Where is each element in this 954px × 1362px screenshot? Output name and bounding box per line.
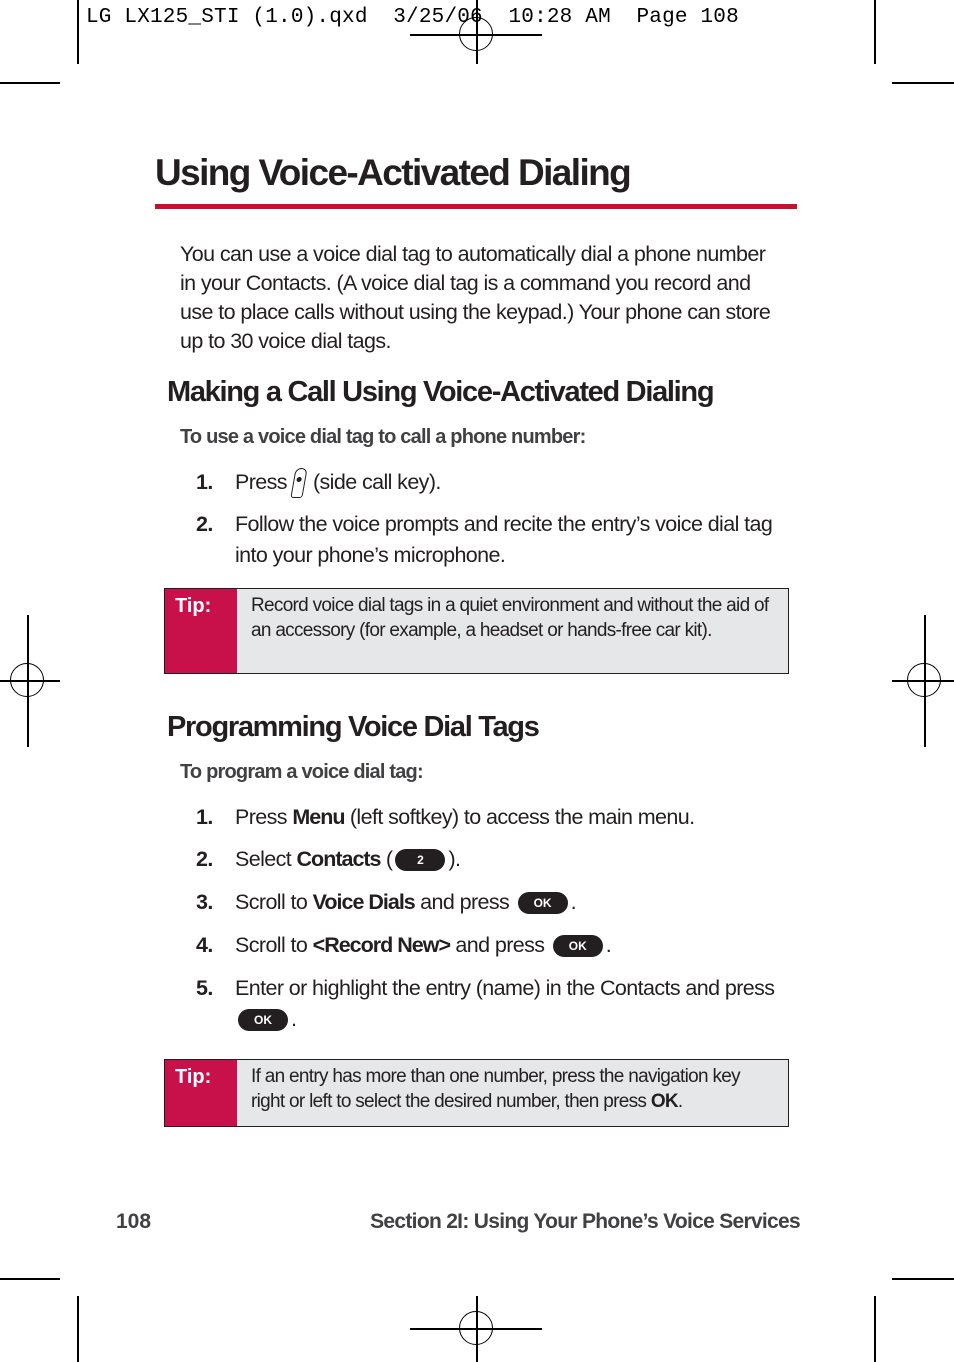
crop-mark	[874, 0, 876, 64]
step-text: Enter or highlight the entry (name) in the Contacts and press OK .	[235, 976, 775, 1031]
ok-key-icon: OK	[518, 892, 568, 914]
registration-target-icon	[907, 663, 941, 697]
menu-keyword: Menu	[292, 805, 345, 829]
tip-box	[164, 588, 789, 674]
registration-target-icon	[459, 1311, 493, 1345]
ok-keyword: OK	[650, 1091, 678, 1112]
step-number: 5.	[196, 976, 213, 1000]
step-number: 3.	[196, 890, 213, 914]
side-call-key-icon	[290, 468, 307, 498]
tip-label: Tip:	[165, 1060, 237, 1126]
intro-paragraph: You can use a voice dial tag to automatically dial a phone number in your Contacts. (A voice dial tag is a command you record and use to place calls without using the keypad.) Your phone can store up to 30 voice dial tags.	[180, 242, 771, 353]
step-text: Scroll to <Record New> and press OK .	[235, 933, 612, 957]
step-number: 2.	[196, 512, 213, 536]
step-text: Select Contacts ( 2 ).	[235, 847, 461, 871]
crop-mark	[892, 82, 954, 84]
contacts-keyword: Contacts	[296, 847, 381, 871]
crop-mark	[0, 82, 60, 84]
voice-dials-keyword: Voice Dials	[312, 890, 415, 914]
ok-key-icon: OK	[238, 1009, 288, 1031]
tip-text: Record voice dial tags in a quiet environment and without the aid of an accessory (for example, a headset or hands-free car kit).	[251, 595, 769, 641]
registration-target-icon	[10, 663, 44, 697]
section-footer: Section 2I: Using Your Phone’s Voice Services	[370, 1210, 800, 1233]
step-number: 4.	[196, 933, 213, 957]
step-text: Scroll to Voice Dials and press OK .	[235, 890, 576, 914]
step-number: 1.	[196, 805, 213, 829]
tip-box	[164, 1059, 789, 1127]
section-lead-programming: To program a voice dial tag:	[180, 761, 423, 783]
title-rule	[155, 204, 797, 209]
step-number: 1.	[196, 470, 213, 494]
ok-key-icon: OK	[553, 935, 603, 957]
record-new-keyword: <Record New>	[312, 933, 451, 957]
crop-mark	[77, 0, 79, 64]
crop-mark	[892, 1278, 954, 1280]
section-heading-programming: Programming Voice Dial Tags	[167, 711, 539, 743]
print-slug: LG LX125_STI (1.0).qxd 3/25/06 10:28 AM Page 108	[86, 6, 739, 29]
section-lead-making-call: To use a voice dial tag to call a phone number:	[180, 426, 586, 448]
page-title: Using Voice-Activated Dialing	[155, 152, 631, 193]
page-number: 108	[116, 1210, 152, 1233]
step-text: Follow the voice prompts and recite the entry’s voice dial tag into your phone’s microphone.	[235, 512, 773, 567]
section-heading-making-call: Making a Call Using Voice-Activated Dialing	[167, 376, 714, 408]
step-text: Press (side call key).	[235, 467, 795, 498]
tip-text: If an entry has more than one number, press the navigation key right or left to select the desired number, then press OK.	[251, 1066, 740, 1112]
tip-label: Tip:	[165, 589, 237, 673]
crop-mark	[0, 1278, 60, 1280]
key-2-icon: 2	[395, 849, 445, 871]
crop-mark	[77, 1296, 79, 1362]
step-text: Press Menu (left softkey) to access the main menu.	[235, 805, 695, 829]
step-number: 2.	[196, 847, 213, 871]
crop-mark	[874, 1296, 876, 1362]
